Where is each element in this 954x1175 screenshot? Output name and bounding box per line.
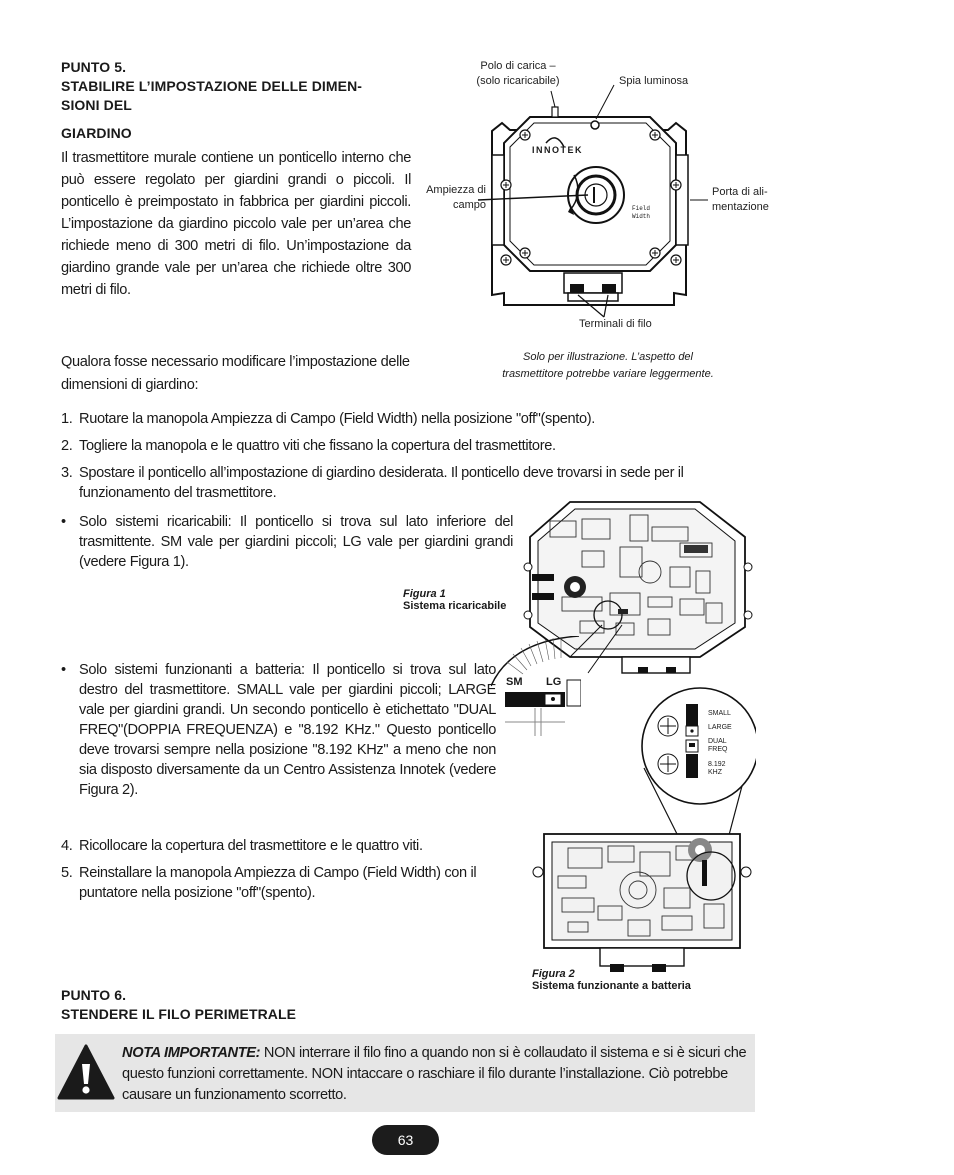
brand-logo-text: INNOTEK [532, 145, 583, 155]
figure2-caption-title: Figura 2 [532, 968, 575, 980]
figure2-caption [532, 968, 691, 992]
note-text [122, 1043, 752, 1106]
step5-heading [61, 58, 421, 115]
figure1-label-sm: SM [506, 676, 523, 688]
figure2-drawing [528, 676, 756, 976]
step-number: 2. [61, 438, 73, 454]
step-number: 1. [61, 411, 73, 427]
figure2-label-khz-num: 8.192 [708, 761, 726, 768]
step-item-2 [61, 436, 761, 456]
page-number: 63 [372, 1125, 439, 1155]
diagram-caption [458, 349, 758, 383]
figure2-zoom-labels [708, 710, 732, 777]
figure2-label-large: LARGE [708, 724, 732, 731]
warning-icon [57, 1044, 115, 1102]
bullet-text: Solo sistemi funzionanti a batteria: Il ponticello si trova sul lato destro del trasmettitore. SMALL vale per giardini piccoli; LARGE vale per giardini grandi. Un secondo ponticello è etichettato "DUAL FREQ"(DOPPIA FREQUENZA) e "8.192 KHz." Questo ponticello deve trovarsi sempre nella posizione "8.192 KHz" a meno che non sia disposto diversamente da un Centro Assistenza Innotek (vedere Figura 2). [79, 662, 496, 798]
figure2-caption-sub: Sistema funzionante a batteria [532, 980, 691, 992]
bullet-mark: • [61, 662, 66, 678]
jumper-mark-bottom [532, 593, 554, 600]
callout-porta [712, 185, 769, 215]
step-text: Reinstallare la manopola Ampiezza di Campo (Field Width) con il puntatore nella posizione "off"(spento). [79, 865, 477, 901]
figure1-caption [403, 588, 506, 612]
callout-ampiezza-line1: Ampiezza di [426, 184, 486, 196]
step5-subheading: GIARDINO [61, 125, 132, 141]
step5-heading-line2: STABILIRE L’IMPOSTAZIONE DELLE DIMEN- [61, 78, 363, 94]
step-text: Ricollocare la copertura del trasmettitore e le quattro viti. [79, 838, 423, 854]
note-label: NOTA IMPORTANTE: [122, 1045, 261, 1061]
jumper-mark-top [532, 574, 554, 581]
step5-heading-line3: SIONI DEL [61, 97, 132, 113]
step-number: 3. [61, 465, 73, 481]
transmitter-diagram [418, 55, 788, 385]
callout-spia: Spia luminosa [619, 75, 689, 87]
callout-ampiezza-line2: campo [452, 199, 486, 211]
figure2-label-small: SMALL [708, 710, 731, 717]
step6-heading [61, 986, 296, 1024]
step-text: Spostare il ponticello all’impostazione di giardino desiderata. Il ponticello deve trovarsi in sede per il funzionamento del trasmettitore. [79, 465, 684, 501]
warning-triangle-svg [57, 1044, 115, 1102]
dial-label-line1: Field [632, 205, 651, 212]
step-text: Togliere la manopola e le quattro viti che fissano la copertura del trasmettitore. [79, 438, 556, 454]
figure1-caption-title: Figura 1 [403, 588, 446, 600]
figure2-label-khz: KHZ [708, 769, 722, 776]
step-item-5 [61, 863, 513, 903]
callout-polo-line2: (solo ricaricabile) [476, 75, 560, 87]
step5-intro: Qualora fosse necessario modificare l’impostazione delle dimensioni di giardino: [61, 354, 410, 393]
callout-porta-line2: mentazione [712, 201, 769, 213]
transmitter-drawing [418, 55, 788, 385]
step-text: Ruotare la manopola Ampiezza di Campo (Field Width) nella posizione "off"(spento). [79, 411, 595, 427]
step5-heading-line1: PUNTO 5. [61, 59, 127, 75]
step6-heading-line1: PUNTO 6. [61, 987, 127, 1003]
bullet-mark: • [61, 514, 66, 530]
diagram-caption-line1: Solo per illustrazione. L’aspetto del [523, 351, 693, 363]
callout-polo [458, 59, 578, 89]
steps-list-after [61, 836, 513, 910]
bullet-rechargeable [61, 512, 513, 572]
callout-polo-line1: Polo di carica – [480, 60, 556, 72]
bullet-text: Solo sistemi ricaricabili: Il ponticello si trova sul lato inferiore del trasmittente. SM vale per giardini piccoli; LG vale per giardini grandi (vedere Figura 1). [79, 514, 513, 570]
callout-porta-line1: Porta di ali- [712, 186, 768, 198]
callout-terminali: Terminali di filo [579, 318, 652, 330]
bullet-battery [61, 660, 496, 800]
step6-heading-line2: STENDERE IL FILO PERIMETRALE [61, 1006, 297, 1022]
step5-paragraph: Il trasmettitore murale contiene un ponticello interno che può essere regolato per giardini grandi o piccoli. Il ponticello è preimpostato in fabbrica per giardini piccoli. L’impostazione da giardino piccolo vale per un’area che richiede meno di 300 metri di filo. Un’impostazione da giardino grande vale per un’area che richiede oltre 300 metri di filo. [61, 150, 411, 298]
steps-list [61, 409, 761, 510]
callout-ampiezza [418, 183, 486, 213]
dial-label [632, 205, 650, 221]
dial-label-line2: Width [632, 213, 651, 220]
step-item-1 [61, 409, 761, 429]
figure1-caption-sub: Sistema ricaricabile [403, 600, 507, 612]
note-body: NON interrare il filo fino a quando non si è collaudato il sistema e si è sicuri che questo funzioni correttamente. NON intaccare o raschiare il filo durante l’installazione. Ciò potrebbe causare un funzionamento scorretto. [122, 1045, 747, 1103]
figure1-label-lg: LG [546, 676, 562, 688]
step-number: 5. [61, 865, 73, 881]
step-item-4 [61, 836, 513, 856]
diagram-caption-line2: trasmettitore potrebbe variare leggermente. [502, 368, 714, 380]
figure2-label-freq: FREQ [708, 746, 728, 753]
step-number: 4. [61, 838, 73, 854]
figure2-label-dual: DUAL [708, 738, 727, 745]
